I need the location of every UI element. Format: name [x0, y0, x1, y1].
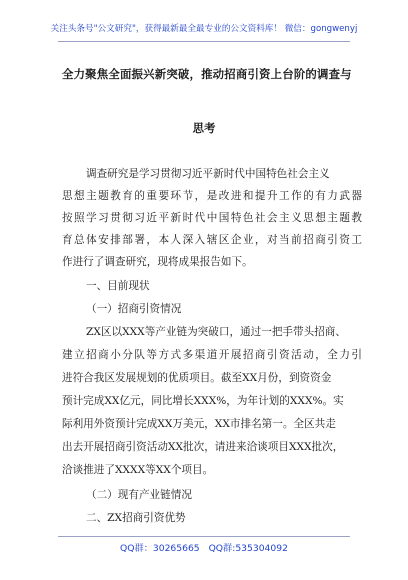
document-title-line-1: 全力聚焦全面振兴新突破，推动招商引资上台阶的调查与: [62, 67, 352, 81]
section-heading: 一、目前现状: [86, 280, 150, 292]
paragraph-line: 思想主题教育的重要环节，是改进和提升工作的有力武器: [62, 190, 362, 202]
paragraph-line: 按照学习贯彻习近平新时代中国特色社会主义思想主题教: [62, 212, 362, 224]
footer-divider: [58, 536, 350, 537]
paragraph-line: 建立招商小分队等方式多渠道开展招商引资活动，全力引: [62, 349, 362, 361]
paragraph-line: 际利用外资预计完成XX万美元，XX市排名第一。全区共走: [62, 418, 336, 430]
paragraph-line: 出去开展招商引资活动XX批次，请进来洽谈项目XXX批次，: [62, 441, 344, 453]
header-divider: [58, 41, 350, 42]
paragraph-line: 预计完成XX亿元，同比增长XXX%，为年计划的XXX%。实: [62, 395, 344, 407]
paragraph-line: 进符合我区发展规划的优质项目。截至XX月份，到资资金: [62, 372, 332, 384]
page-footer: QQ群：30265665 QQ群:535304092: [120, 543, 288, 554]
document-title-line-2: 思考: [192, 121, 216, 135]
subsection-heading: （二）现有产业链情况: [86, 489, 192, 501]
page-header: 关注头条号"公文研究"，获得最新最全最专业的公文资料库！ 微信：gongwenyj: [50, 24, 358, 34]
section-heading: 二、ZX招商引资优势: [86, 512, 186, 524]
paragraph-line: 洽谈推进了XXXX等XX个项目。: [62, 464, 214, 476]
paragraph-line: 调查研究是学习贯彻习近平新时代中国特色社会主义: [86, 168, 330, 180]
paragraph-line: 育总体安排部署，本人深入辖区企业，对当前招商引资工: [62, 234, 362, 246]
paragraph-line: 作进行了调查研究，现将成果报告如下。: [62, 256, 253, 268]
subsection-heading: （一）招商引资情况: [86, 303, 182, 315]
paragraph-line: ZX区以XXX等产业链为突破口，通过一把手带头招商、: [86, 326, 346, 338]
